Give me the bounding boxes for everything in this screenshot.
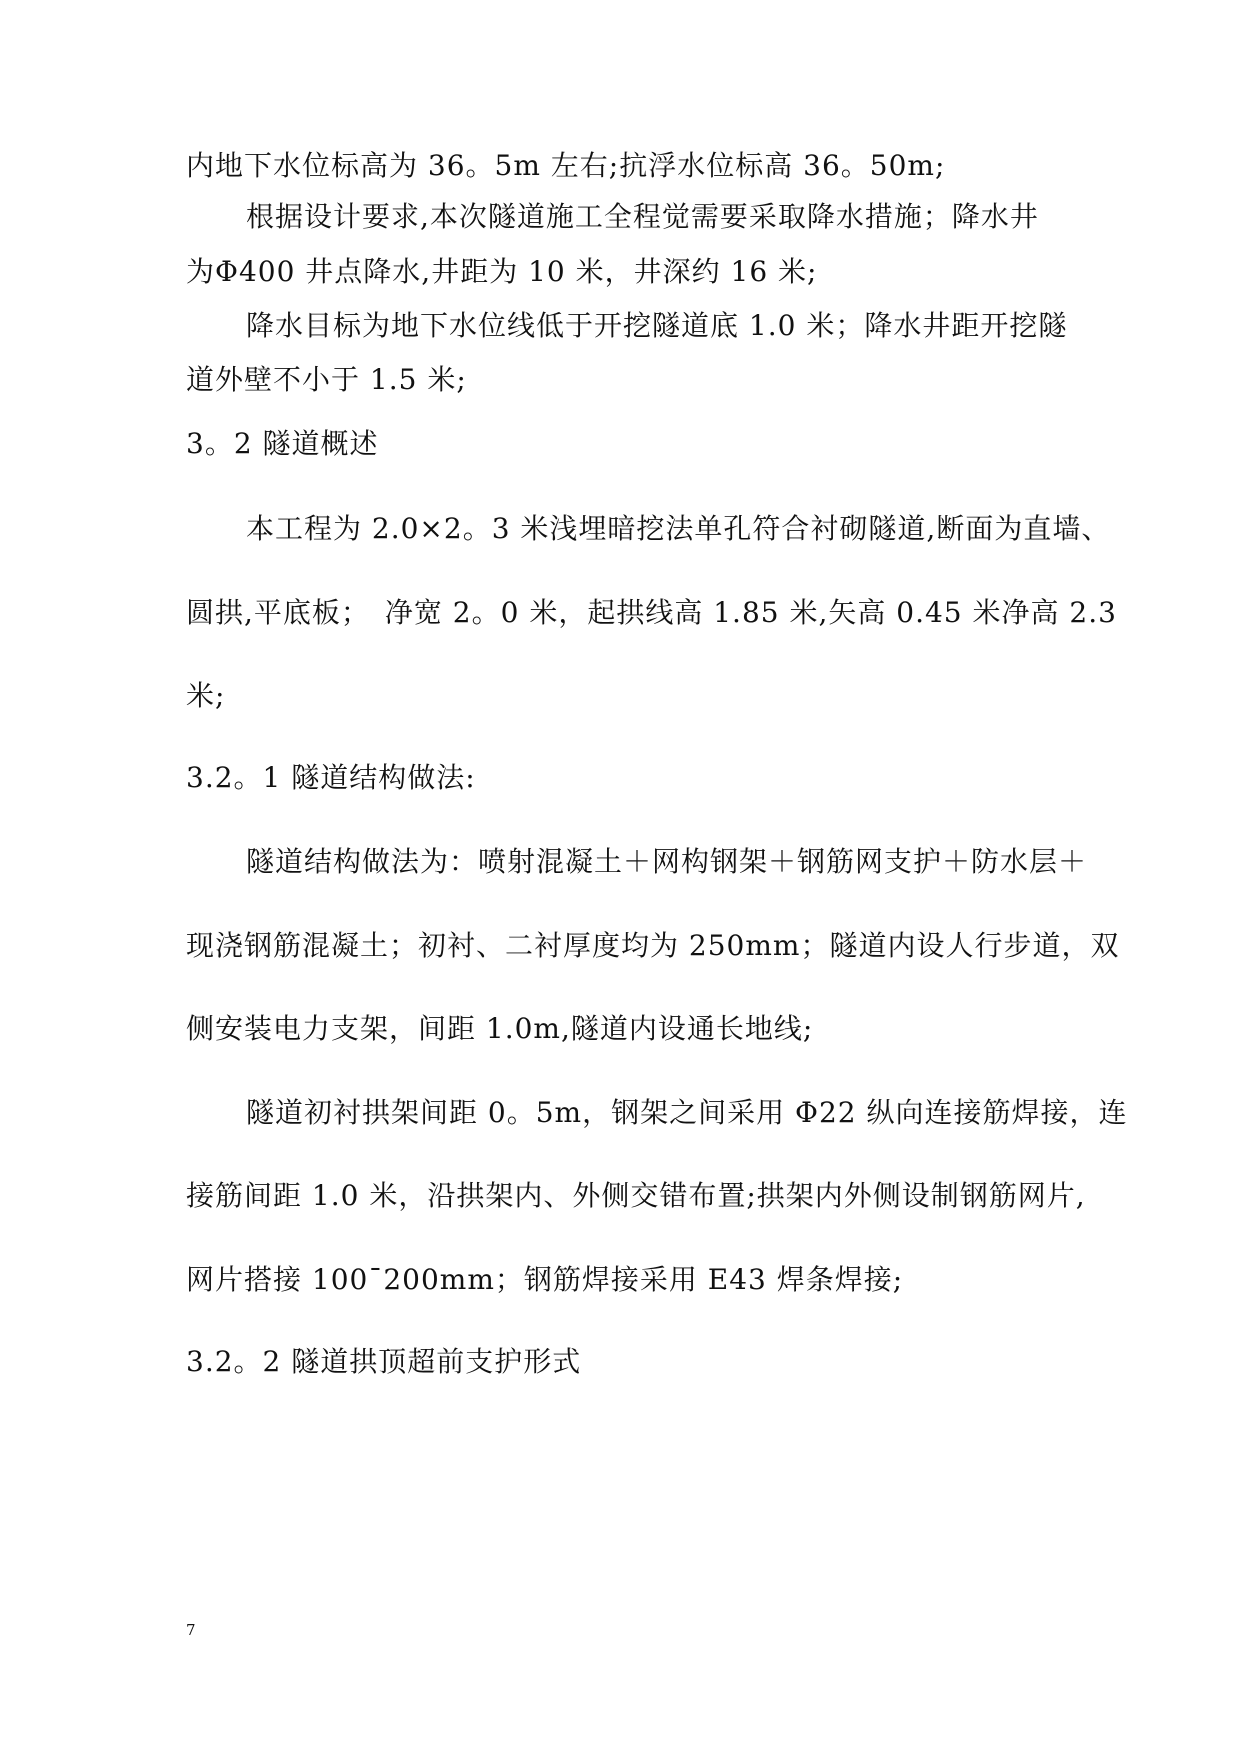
text-line: 圆拱,平底板； 净宽 2。0 米，起拱线高 1.85 米,矢高 0.45 米净高 2.3 [186, 596, 1117, 629]
text-line: 内地下水位标高为 36。5m 左右;抗浮水位标高 36。50m; [186, 149, 946, 182]
text-line: 米; [186, 679, 226, 712]
text-line: 降水目标为地下水位线低于开挖隧道底 1.0 米；降水井距开挖隧 [246, 309, 1068, 342]
section-heading: 3。2 隧道概述 [186, 427, 379, 460]
text-line: 隧道初衬拱架间距 0。5m，钢架之间采用 Φ22 纵向连接筋焊接，连 [246, 1096, 1128, 1129]
text-line: 侧安装电力支架，间距 1.0m,隧道内设通长地线; [186, 1012, 814, 1045]
subsection-heading: 3.2。1 隧道结构做法: [186, 761, 476, 794]
text-line: 网片搭接 100¯200mm；钢筋焊接采用 E43 焊条焊接; [186, 1263, 904, 1296]
subsection-heading: 3.2。2 隧道拱顶超前支护形式 [186, 1345, 582, 1378]
text-line: 现浇钢筋混凝土；初衬、二衬厚度均为 250mm；隧道内设人行步道，双 [186, 929, 1120, 962]
text-line: 隧道结构做法为：喷射混凝土＋网构钢架＋钢筋网支护＋防水层＋ [246, 845, 1088, 878]
text-line: 本工程为 2.0×2。3 米浅埋暗挖法单孔符合衬砌隧道,断面为直墙、 [246, 512, 1111, 545]
text-line: 接筋间距 1.0 米，沿拱架内、外侧交错布置;拱架内外侧设制钢筋网片, [186, 1179, 1086, 1212]
text-line: 为Φ400 井点降水,井距为 10 米，井深约 16 米; [186, 255, 818, 288]
page-number: 7 [186, 1621, 196, 1639]
text-line: 道外壁不小于 1.5 米; [186, 363, 467, 396]
text-line: 根据设计要求,本次隧道施工全程觉需要采取降水措施；降水井 [246, 200, 1039, 233]
